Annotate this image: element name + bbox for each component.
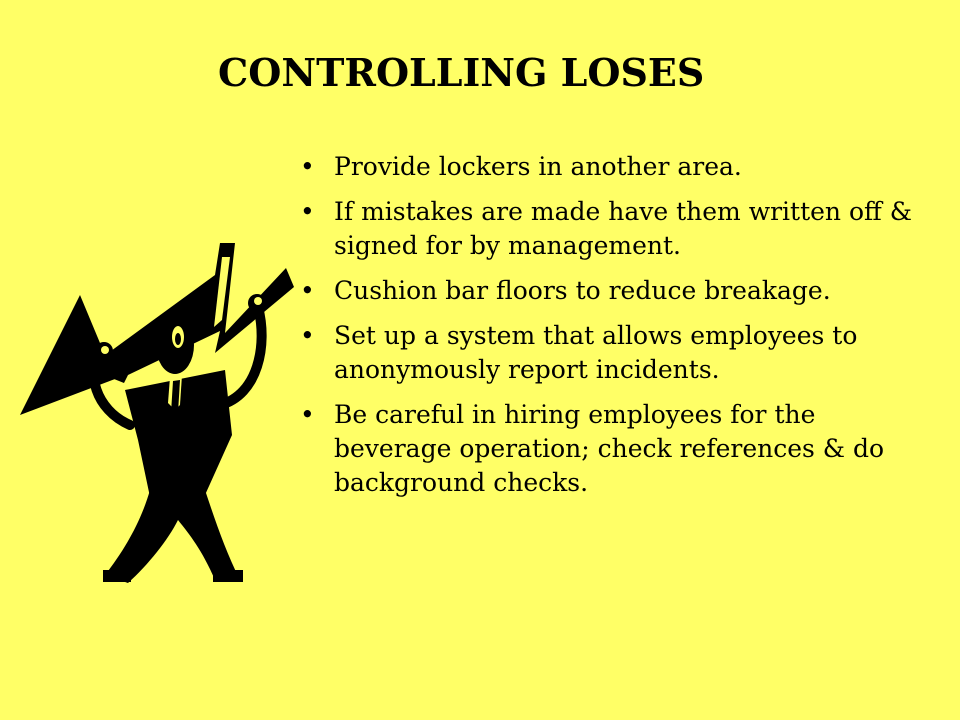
bullet-item: [300, 319, 940, 387]
bullet-dot: •: [300, 152, 315, 181]
bullet-dot: •: [300, 400, 315, 429]
bullet-dot: •: [300, 276, 315, 305]
bullet-dot: •: [300, 321, 315, 350]
bullet-text: Provide lockers in another area.: [334, 152, 742, 181]
bullet-item: [300, 398, 940, 500]
bullet-text: Cushion bar floors to reduce breakage.: [334, 276, 831, 305]
bullet-item: [300, 150, 940, 184]
slide-title: CONTROLLING LOSES: [218, 50, 705, 95]
man-suit-icon: [125, 370, 232, 497]
man-holding-lightning-arrow-icon: [10, 235, 310, 595]
bullet-text: Be careful in hiring employees for the beverage operation; check references & do background checks.: [334, 400, 885, 497]
bullet-dot: •: [300, 197, 315, 226]
bullet-list: [300, 150, 940, 511]
man-head-icon: [156, 316, 194, 374]
bullet-item: [300, 195, 940, 263]
bullet-text: Set up a system that allows employees to anonymously report incidents.: [334, 321, 858, 384]
bullet-text: If mistakes are made have them written off & signed for by management.: [334, 197, 912, 260]
man-legs-icon: [103, 490, 243, 583]
bullet-item: [300, 274, 940, 308]
